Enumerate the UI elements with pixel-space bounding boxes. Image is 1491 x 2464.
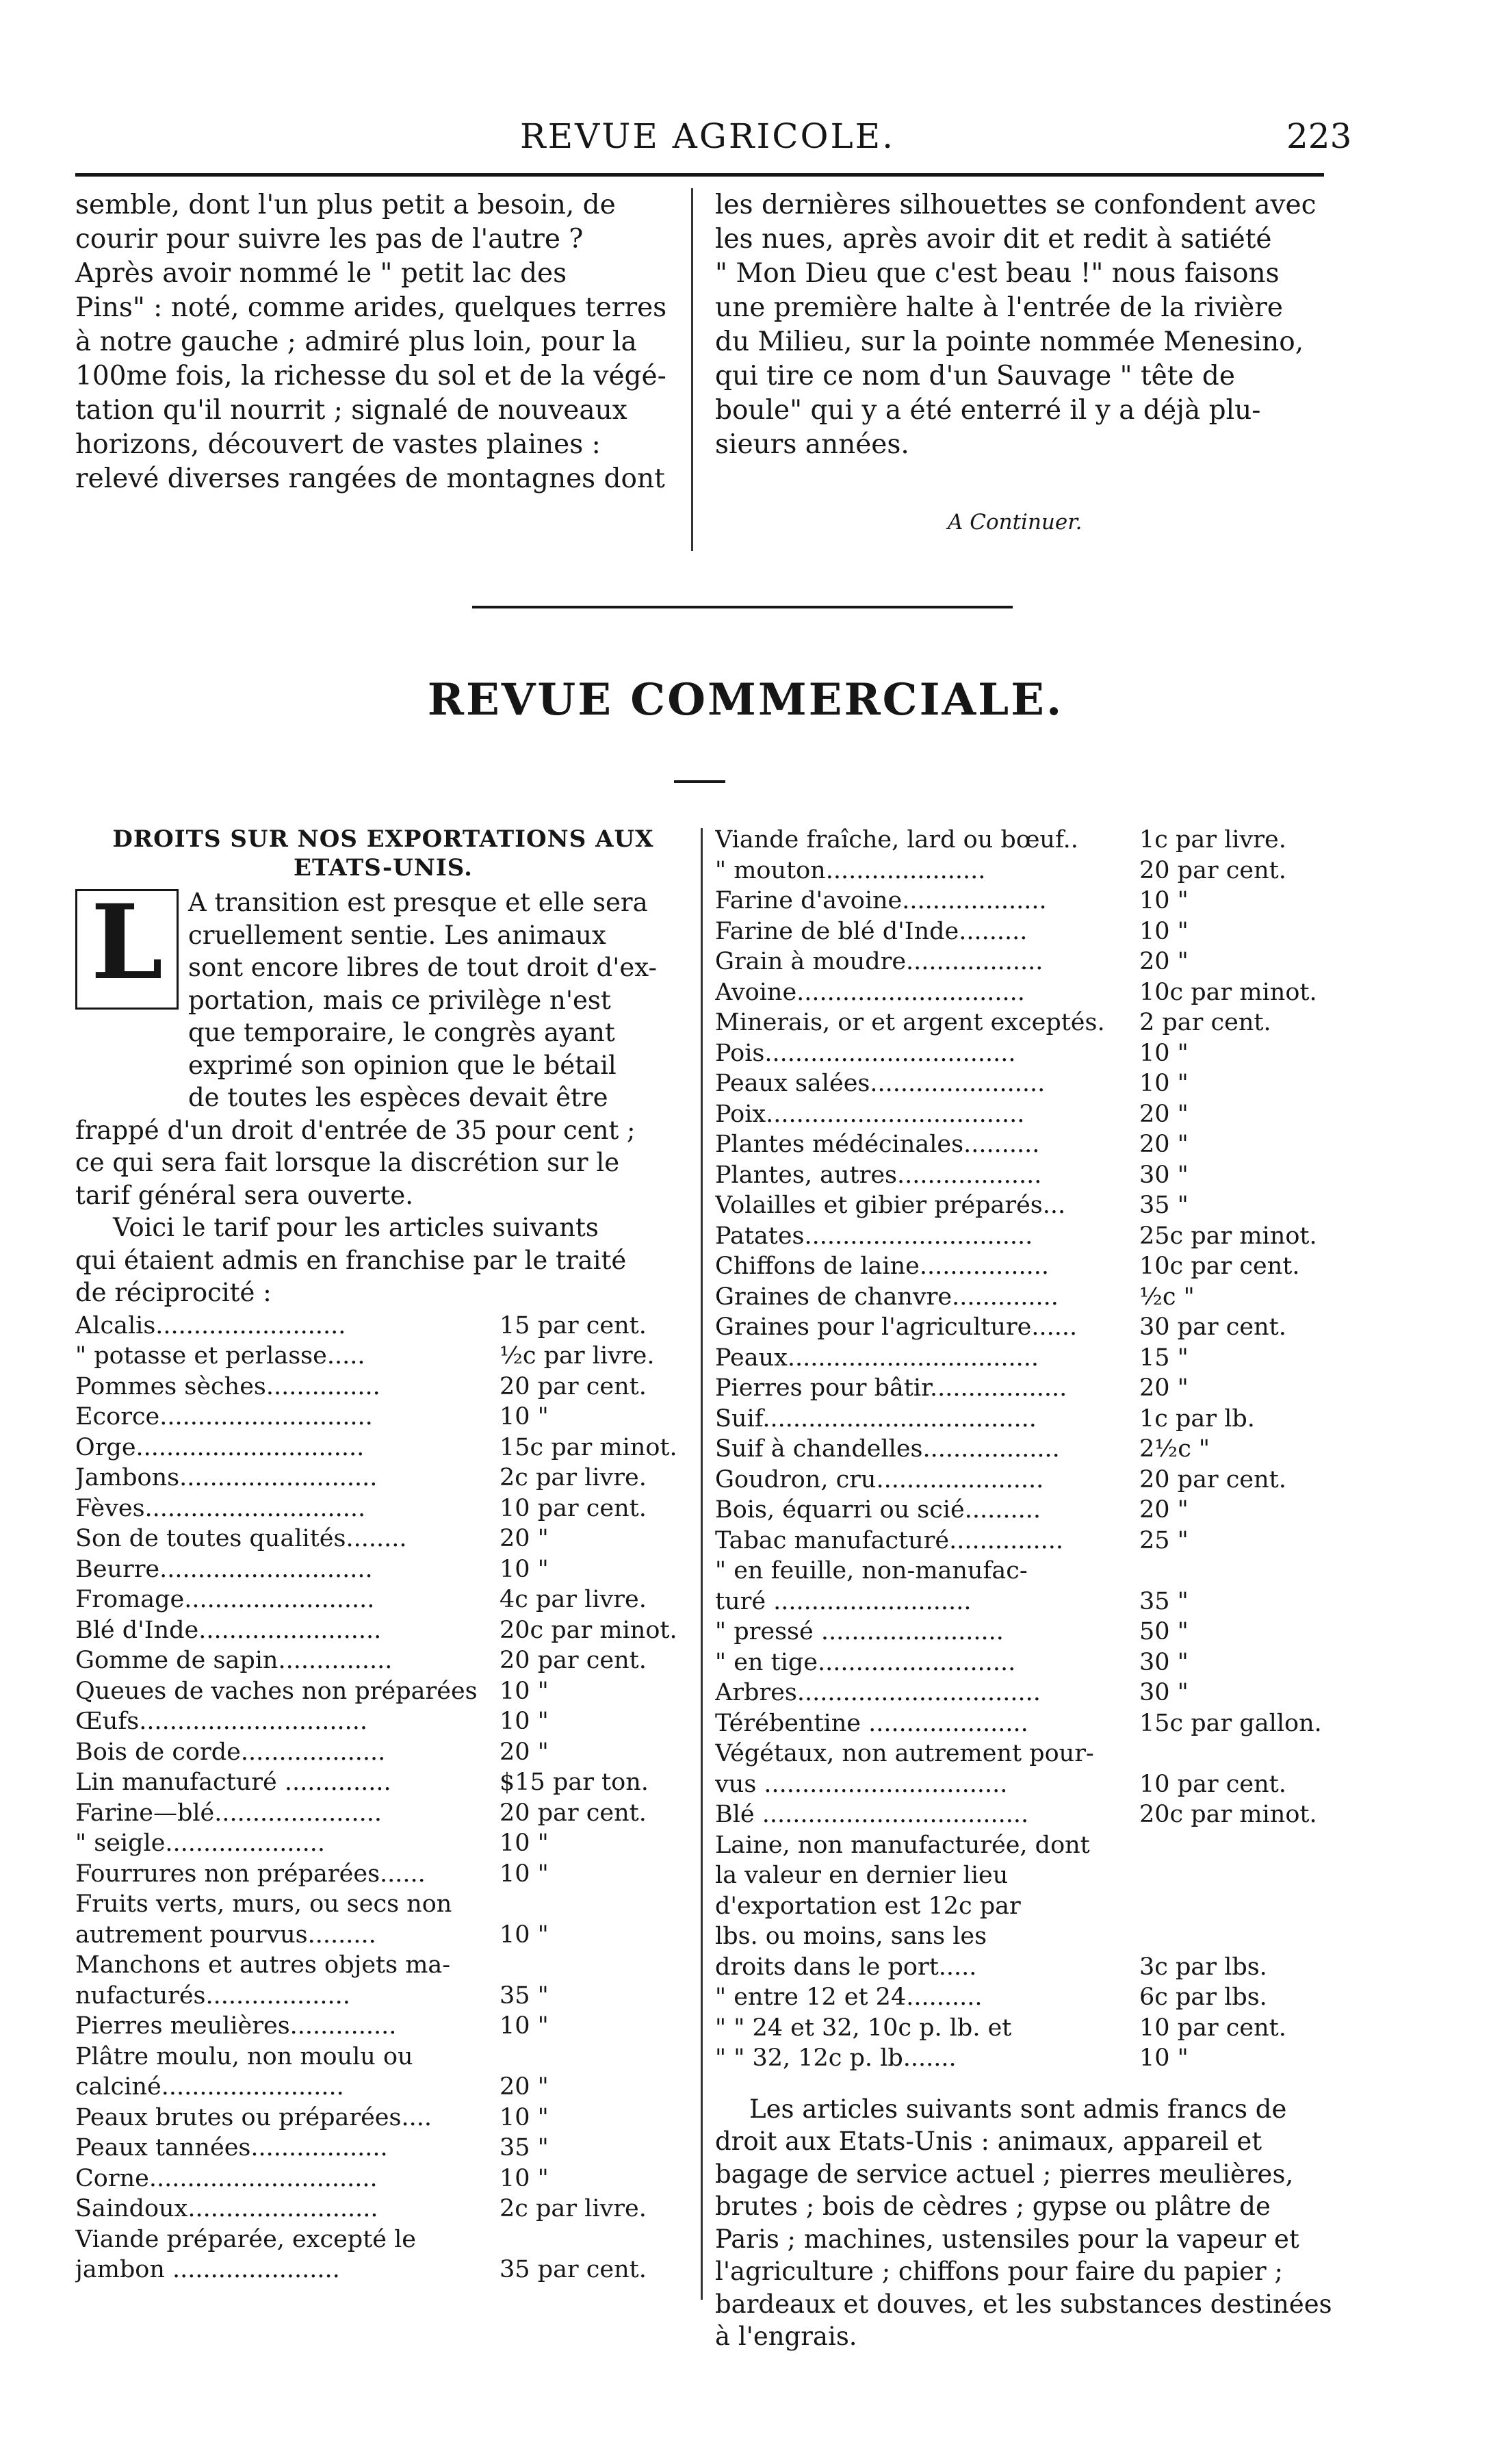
tariff-row bbox=[75, 2042, 691, 2072]
tariff-article: Poix.................................. bbox=[715, 1100, 1025, 1128]
tariff-article: Pierres pour bâtir.................. bbox=[715, 1374, 1067, 1402]
intro-line: portation, mais ce privilège n'est bbox=[188, 985, 611, 1015]
text-line: 100me fois, la richesse du sol et de la végé- bbox=[75, 361, 666, 392]
top-column-divider bbox=[691, 188, 693, 551]
tariff-article: Plâtre moulu, non moulu ou bbox=[75, 2042, 413, 2070]
tariff-article: Peaux brutes ou préparées.... bbox=[75, 2103, 432, 2131]
tariff-article: Farine de blé d'Inde......... bbox=[715, 917, 1028, 945]
tariff-row bbox=[715, 1312, 1331, 1343]
tariff-rate: 10 par cent. bbox=[500, 1494, 647, 1522]
text-line: courir pour suivre les pas de l'autre ? bbox=[75, 224, 584, 255]
tariff-row bbox=[75, 1493, 691, 1524]
tariff-article: nufacturés................... bbox=[75, 1981, 350, 2010]
tariff-article: Ecorce............................ bbox=[75, 1403, 373, 1430]
tariff-rate: 4c par livre. bbox=[500, 1586, 647, 1613]
tariff-article: Alcalis......................... bbox=[75, 1311, 346, 1339]
tariff-row bbox=[715, 1190, 1331, 1221]
tariff-article: Gomme de sapin............... bbox=[75, 1647, 393, 1674]
tariff-row bbox=[715, 856, 1331, 886]
tariff-article: Suif.................................... bbox=[715, 1404, 1037, 1433]
text-line: Après avoir nommé le " petit lac des bbox=[75, 258, 567, 289]
continuer-note: A Continuer. bbox=[948, 510, 1082, 535]
tariff-row bbox=[715, 1404, 1331, 1435]
text-line: Pins" : noté, comme arides, quelques terres bbox=[75, 292, 667, 323]
tariff-article: " " 24 et 32, 10c p. lb. et bbox=[715, 2014, 1012, 2042]
dropcap-ornament: L bbox=[75, 889, 179, 1010]
text-line: relevé diverses rangées de montagnes dont bbox=[75, 463, 665, 494]
tariff-rate: 10 " bbox=[1139, 887, 1189, 914]
tariff-row bbox=[75, 1737, 691, 1768]
tariff-article: Volailles et gibier préparés... bbox=[715, 1192, 1066, 1219]
tariff-rate: 6c par lbs. bbox=[1139, 1984, 1267, 2011]
tariff-row bbox=[715, 1982, 1331, 2013]
tariff-row bbox=[715, 1799, 1331, 1830]
tariff-article: Bois de corde................... bbox=[75, 1738, 386, 1766]
intro-paragraph bbox=[75, 882, 691, 1309]
tariff-rate: 30 " bbox=[1139, 1161, 1189, 1189]
column-heading-line-2: ETATS-UNIS. bbox=[294, 854, 473, 882]
tariff-article: Goudron, cru...................... bbox=[715, 1465, 1044, 1493]
tariff-rate: ½c " bbox=[1139, 1283, 1195, 1311]
tariff-article: " pressé ........................ bbox=[715, 1618, 1004, 1645]
tariff-article: d'exportation est 12c par bbox=[715, 1892, 1021, 1920]
tariff-article: Tabac manufacturé............... bbox=[715, 1526, 1063, 1554]
tariff-rate: 20 par cent. bbox=[500, 1799, 647, 1827]
tariff-row bbox=[715, 1952, 1331, 1983]
tariff-row bbox=[75, 1981, 691, 2012]
tariff-row bbox=[715, 2013, 1331, 2044]
tariff-row bbox=[75, 2133, 691, 2164]
tariff-row bbox=[75, 1767, 691, 1798]
tariff-row bbox=[715, 1587, 1331, 1617]
tariff-row bbox=[75, 2224, 691, 2255]
tariff-row bbox=[75, 1645, 691, 1676]
top-left-column bbox=[75, 188, 677, 496]
tariff-article: Viande préparée, excepté le bbox=[75, 2225, 417, 2253]
tariff-article: Bois, équarri ou scié.......... bbox=[715, 1496, 1041, 1524]
tariff-article: Saindoux......................... bbox=[75, 2195, 378, 2222]
tariff-rate: 35 " bbox=[1139, 1587, 1189, 1615]
tariff-rate: 10 " bbox=[1139, 1070, 1189, 1097]
tariff-rate: 10 " bbox=[500, 2103, 549, 2131]
tariff-article: Pierres meulières.............. bbox=[75, 2012, 397, 2040]
tariff-row bbox=[715, 1891, 1331, 1922]
tariff-rate: 10 " bbox=[500, 1830, 549, 1857]
tariff-rate: 20 " bbox=[500, 1525, 549, 1552]
tariff-row bbox=[75, 1402, 691, 1433]
tariff-article: " entre 12 et 24.......... bbox=[715, 1984, 983, 2011]
tariff-rate: 20 " bbox=[1139, 1131, 1189, 1158]
section-title: REVUE COMMERCIALE. bbox=[427, 674, 1064, 726]
tariff-article: Graines pour l'agriculture...... bbox=[715, 1313, 1078, 1341]
tariff-article: " mouton..................... bbox=[715, 856, 986, 884]
tariff-row bbox=[715, 947, 1331, 977]
tariff-article: " " 32, 12c p. lb....... bbox=[715, 2044, 957, 2072]
tariff-article: Plantes médécinales.......... bbox=[715, 1131, 1040, 1158]
tariff-row bbox=[715, 1738, 1331, 1769]
closing-line: l'agriculture ; chiffons pour faire du papier ; bbox=[715, 2257, 1283, 2286]
tariff-article: vus ................................ bbox=[715, 1770, 1008, 1798]
tariff-article: Farine—blé...................... bbox=[75, 1799, 383, 1827]
text-line: tation qu'il nourrit ; signalé de nouveaux bbox=[75, 395, 627, 426]
closing-paragraph bbox=[715, 2093, 1331, 2353]
tariff-article: Farine d'avoine................... bbox=[715, 887, 1047, 914]
tariff-article: Minerais, or et argent exceptés. bbox=[715, 1009, 1105, 1036]
tariff-row bbox=[715, 1068, 1331, 1099]
tariff-row bbox=[715, 1495, 1331, 1526]
tariff-article: Fromage......................... bbox=[75, 1586, 375, 1613]
tariff-row bbox=[75, 1554, 691, 1585]
tariff-rate: 20 " bbox=[1139, 948, 1189, 975]
tariff-article: calciné........................ bbox=[75, 2073, 344, 2101]
tariff-article: Corne.............................. bbox=[75, 2164, 378, 2192]
tariff-row bbox=[715, 1526, 1331, 1556]
tariff-rate: 20c par minot. bbox=[500, 1616, 677, 1644]
tariff-rate: 30 par cent. bbox=[1139, 1313, 1286, 1341]
intro-line: de réciprocité : bbox=[75, 1278, 272, 1307]
tariff-row bbox=[715, 1129, 1331, 1160]
tariff-rate: 20 " bbox=[1139, 1496, 1189, 1524]
intro-line: tarif général sera ouverte. bbox=[75, 1180, 414, 1210]
tariff-row bbox=[715, 1251, 1331, 1282]
tariff-row bbox=[75, 1463, 691, 1493]
tariff-article: Blé d'Inde........................ bbox=[75, 1616, 382, 1644]
tariff-article: Blé ................................... bbox=[715, 1801, 1029, 1828]
tariff-rate: 2c par livre. bbox=[500, 2195, 647, 2222]
tariff-rate: 10 " bbox=[1139, 1039, 1189, 1067]
tariff-rate: 20 " bbox=[500, 2073, 549, 2101]
tariff-row bbox=[715, 916, 1331, 947]
tariff-row bbox=[715, 1708, 1331, 1739]
tariff-article: Graines de chanvre.............. bbox=[715, 1283, 1059, 1311]
tariff-row bbox=[715, 1008, 1331, 1038]
tariff-row bbox=[715, 1434, 1331, 1465]
tariff-row bbox=[75, 2011, 691, 2042]
tariff-row bbox=[75, 2194, 691, 2224]
top-right-column bbox=[715, 188, 1331, 535]
tariff-article: " potasse et perlasse..... bbox=[75, 1342, 365, 1370]
tariff-article: Laine, non manufacturée, dont bbox=[715, 1831, 1090, 1859]
text-line: sieurs années. bbox=[715, 429, 909, 460]
text-line: les dernières silhouettes se confondent avec bbox=[715, 190, 1317, 220]
tariff-rate: 2 par cent. bbox=[1139, 1009, 1271, 1036]
tariff-article: Arbres................................ bbox=[715, 1679, 1041, 1706]
tariff-article: " en feuille, non-manufac- bbox=[715, 1557, 1028, 1584]
tariff-article: Fruits verts, murs, ou secs non bbox=[75, 1890, 452, 1918]
tariff-article: turé .......................... bbox=[715, 1587, 972, 1615]
left-commercial-column bbox=[75, 825, 691, 2285]
tariff-article: Queues de vaches non préparées bbox=[75, 1677, 478, 1705]
tariff-row bbox=[75, 1859, 691, 1890]
tariff-rate: 1c par lb. bbox=[1139, 1404, 1255, 1433]
intro-line: que temporaire, le congrès ayant bbox=[188, 1018, 615, 1047]
tariff-article: Avoine.............................. bbox=[715, 978, 1025, 1006]
tariff-row bbox=[75, 2072, 691, 2103]
tariff-row bbox=[715, 1343, 1331, 1374]
tariff-rate: 1c par livre. bbox=[1139, 826, 1286, 854]
tariff-rate: $15 par ton. bbox=[500, 1769, 649, 1796]
intro-line: de toutes les espèces devait être bbox=[188, 1083, 608, 1112]
closing-line: bardeaux et douves, et les substances destinées bbox=[715, 2289, 1332, 2319]
tariff-rate: 20c par minot. bbox=[1139, 1801, 1317, 1828]
tariff-row bbox=[715, 2043, 1331, 2074]
tariff-row bbox=[715, 1038, 1331, 1069]
tariff-row bbox=[715, 977, 1331, 1008]
tariff-rate: 20 par cent. bbox=[1139, 856, 1286, 884]
intro-line: Voici le tarif pour les articles suivants bbox=[113, 1213, 599, 1242]
tariff-article: Peaux salées....................... bbox=[715, 1070, 1046, 1097]
intro-line: qui étaient admis en franchise par le traité bbox=[75, 1245, 627, 1275]
tariff-article: jambon ...................... bbox=[75, 2256, 340, 2283]
commercial-column-divider bbox=[701, 828, 703, 2300]
tariff-rate: 3c par lbs. bbox=[1139, 1953, 1267, 1981]
tariff-row bbox=[715, 1830, 1331, 1861]
tariff-row bbox=[715, 1678, 1331, 1708]
tariff-rate: 10 " bbox=[500, 1921, 549, 1949]
tariff-article: Lin manufacturé .............. bbox=[75, 1769, 391, 1796]
tariff-row bbox=[75, 1341, 691, 1372]
tariff-rate: 10 " bbox=[500, 1860, 549, 1888]
tariff-row bbox=[75, 1828, 691, 1859]
intro-line: A transition est presque et elle sera bbox=[188, 888, 648, 917]
tariff-row bbox=[75, 1311, 691, 1342]
tariff-article: droits dans le port..... bbox=[715, 1953, 977, 1981]
page-number: 223 bbox=[1286, 116, 1352, 156]
tariff-rate: 15c par gallon. bbox=[1139, 1709, 1322, 1737]
tariff-row bbox=[715, 1373, 1331, 1404]
right-commercial-column bbox=[715, 825, 1331, 2353]
tariff-article: Orge.............................. bbox=[75, 1433, 365, 1461]
tariff-article: Grain à moudre.................. bbox=[715, 948, 1043, 975]
tariff-row bbox=[75, 1920, 691, 1951]
tariff-rate: 10c par cent. bbox=[1139, 1253, 1300, 1280]
closing-line: brutes ; bois de cèdres ; gypse ou plâtre de bbox=[715, 2192, 1271, 2221]
tariff-rate: 35 " bbox=[500, 2134, 549, 2161]
tariff-row bbox=[715, 1921, 1331, 1952]
tariff-rate: 30 " bbox=[1139, 1648, 1189, 1676]
header-rule bbox=[75, 173, 1324, 177]
tariff-article: Viande fraîche, lard ou bœuf.. bbox=[715, 826, 1078, 854]
tariff-article: Suif à chandelles.................. bbox=[715, 1435, 1060, 1463]
tariff-rate: 20 par cent. bbox=[500, 1372, 647, 1400]
tariff-article: autrement pourvus......... bbox=[75, 1921, 376, 1949]
tariff-rate: 10 " bbox=[500, 2164, 549, 2192]
tariff-article: Patates.............................. bbox=[715, 1222, 1033, 1250]
tariff-row bbox=[715, 1769, 1331, 1800]
tariff-rate: 25c par minot. bbox=[1139, 1222, 1317, 1250]
tariff-rate: 10c par minot. bbox=[1139, 978, 1317, 1006]
tariff-article: Végétaux, non autrement pour- bbox=[715, 1740, 1094, 1767]
tariff-row bbox=[75, 1950, 691, 1981]
tariff-row bbox=[75, 1798, 691, 1829]
text-line: " Mon Dieu que c'est beau !" nous faisons bbox=[715, 258, 1280, 289]
closing-line: à l'engrais. bbox=[715, 2322, 857, 2351]
tariff-row bbox=[715, 1647, 1331, 1678]
tariff-rate: 10 " bbox=[500, 1708, 549, 1735]
tariff-row bbox=[715, 886, 1331, 916]
tariff-rate: 15 par cent. bbox=[500, 1311, 647, 1339]
left-tariff-list bbox=[75, 1311, 691, 2285]
text-line: une première halte à l'entrée de la rivière bbox=[715, 292, 1283, 323]
text-line: horizons, découvert de vastes plaines : bbox=[75, 429, 601, 460]
tariff-article: Pois................................. bbox=[715, 1039, 1016, 1067]
tariff-row bbox=[75, 1433, 691, 1463]
tariff-rate: 50 " bbox=[1139, 1618, 1189, 1645]
closing-line: Les articles suivants sont admis francs de bbox=[749, 2094, 1287, 2124]
text-line: qui tire ce nom d'un Sauvage " tête de bbox=[715, 361, 1235, 392]
tariff-rate: 10 par cent. bbox=[1139, 2014, 1286, 2042]
tariff-row bbox=[75, 1676, 691, 1707]
tariff-rate: 10 " bbox=[500, 1677, 549, 1705]
tariff-row bbox=[715, 1860, 1331, 1891]
tariff-article: Pommes sèches............... bbox=[75, 1372, 380, 1400]
tariff-row bbox=[715, 1160, 1331, 1191]
tariff-rate: 20 par cent. bbox=[1139, 1465, 1286, 1493]
tariff-rate: 20 par cent. bbox=[500, 1647, 647, 1674]
text-line: les nues, après avoir dit et redit à satiété bbox=[715, 224, 1272, 255]
tariff-article: Jambons.......................... bbox=[75, 1464, 378, 1491]
tariff-row bbox=[75, 2103, 691, 2133]
tariff-article: Fourrures non préparées...... bbox=[75, 1860, 426, 1888]
closing-line: bagage de service actuel ; pierres meulières, bbox=[715, 2159, 1294, 2189]
tariff-rate: 15c par minot. bbox=[500, 1433, 677, 1461]
tariff-article: Peaux................................. bbox=[715, 1344, 1039, 1372]
tariff-rate: 15 " bbox=[1139, 1344, 1189, 1372]
intro-line: cruellement sentie. Les animaux bbox=[188, 920, 606, 950]
tariff-row bbox=[715, 1556, 1331, 1587]
tariff-rate: 20 " bbox=[500, 1738, 549, 1766]
tariff-row bbox=[75, 1889, 691, 1920]
tariff-article: Plantes, autres................... bbox=[715, 1161, 1042, 1189]
tariff-row bbox=[715, 1099, 1331, 1130]
tariff-row bbox=[75, 2164, 691, 2194]
tariff-row bbox=[75, 1584, 691, 1615]
tariff-rate: 10 " bbox=[1139, 917, 1189, 945]
tariff-row bbox=[75, 1615, 691, 1646]
tariff-article: Beurre............................ bbox=[75, 1555, 373, 1583]
tariff-rate: 20 " bbox=[1139, 1374, 1189, 1402]
closing-line: droit aux Etats-Unis : animaux, appareil et bbox=[715, 2127, 1262, 2156]
tariff-row bbox=[715, 1617, 1331, 1647]
section-rule-top bbox=[472, 606, 1013, 608]
tariff-article: Manchons et autres objets ma- bbox=[75, 1951, 451, 1979]
tariff-article: Œufs.............................. bbox=[75, 1708, 368, 1735]
tariff-rate: 35 par cent. bbox=[500, 2256, 647, 2283]
tariff-rate: 30 " bbox=[1139, 1679, 1189, 1706]
tariff-row bbox=[75, 1706, 691, 1737]
tariff-rate: 35 " bbox=[500, 1981, 549, 2010]
intro-line: ce qui sera fait lorsque la discrétion sur le bbox=[75, 1148, 620, 1177]
tariff-rate: 25 " bbox=[1139, 1526, 1189, 1554]
tariff-row bbox=[75, 2255, 691, 2285]
intro-line: frappé d'un droit d'entrée de 35 pour cent ; bbox=[75, 1115, 636, 1145]
closing-line: Paris ; machines, ustensiles pour la vapeur et bbox=[715, 2224, 1299, 2254]
tariff-row bbox=[75, 1372, 691, 1402]
tariff-rate: 35 " bbox=[1139, 1192, 1189, 1219]
tariff-rate: 10 " bbox=[500, 1555, 549, 1583]
intro-line: sont encore libres de tout droit d'ex- bbox=[188, 953, 658, 982]
tariff-row bbox=[75, 1524, 691, 1554]
tariff-row bbox=[715, 1465, 1331, 1496]
tariff-rate: ½c par livre. bbox=[500, 1342, 655, 1370]
text-line: semble, dont l'un plus petit a besoin, de bbox=[75, 190, 616, 220]
tariff-rate: 10 " bbox=[500, 2012, 549, 2040]
tariff-rate: 2½c " bbox=[1139, 1435, 1210, 1463]
tariff-article: lbs. ou moins, sans les bbox=[715, 1923, 987, 1950]
intro-line: exprimé son opinion que le bétail bbox=[188, 1050, 617, 1080]
tariff-article: " seigle..................... bbox=[75, 1830, 326, 1857]
tariff-article: Son de toutes qualités........ bbox=[75, 1525, 407, 1552]
tariff-article: Chiffons de laine................. bbox=[715, 1253, 1049, 1280]
tariff-article: Peaux tannées.................. bbox=[75, 2134, 388, 2161]
column-heading-line-1: DROITS SUR NOS EXPORTATIONS AUX bbox=[112, 825, 654, 853]
text-line: du Milieu, sur la pointe nommée Menesino, bbox=[715, 326, 1304, 357]
tariff-article: la valeur en dernier lieu bbox=[715, 1862, 1009, 1889]
text-line: à notre gauche ; admiré plus loin, pour la bbox=[75, 326, 637, 357]
tariff-rate: 10 " bbox=[1139, 2044, 1189, 2072]
tariff-rate: 10 par cent. bbox=[1139, 1770, 1286, 1798]
tariff-article: Fèves............................. bbox=[75, 1494, 366, 1522]
tariff-article: " en tige.......................... bbox=[715, 1648, 1016, 1676]
tariff-row bbox=[715, 1221, 1331, 1252]
tariff-rate: 10 " bbox=[500, 1403, 549, 1430]
tariff-row bbox=[715, 1282, 1331, 1313]
tariff-rate: 20 " bbox=[1139, 1100, 1189, 1128]
text-line: boule" qui y a été enterré il y a déjà plu- bbox=[715, 395, 1261, 426]
tariff-article: Térébentine ..................... bbox=[715, 1709, 1028, 1737]
right-tariff-list bbox=[715, 825, 1331, 2074]
tariff-rate: 2c par livre. bbox=[500, 1464, 647, 1491]
tariff-row bbox=[715, 825, 1331, 856]
section-rule-short bbox=[674, 780, 725, 783]
running-head-title: REVUE AGRICOLE. bbox=[520, 116, 896, 156]
